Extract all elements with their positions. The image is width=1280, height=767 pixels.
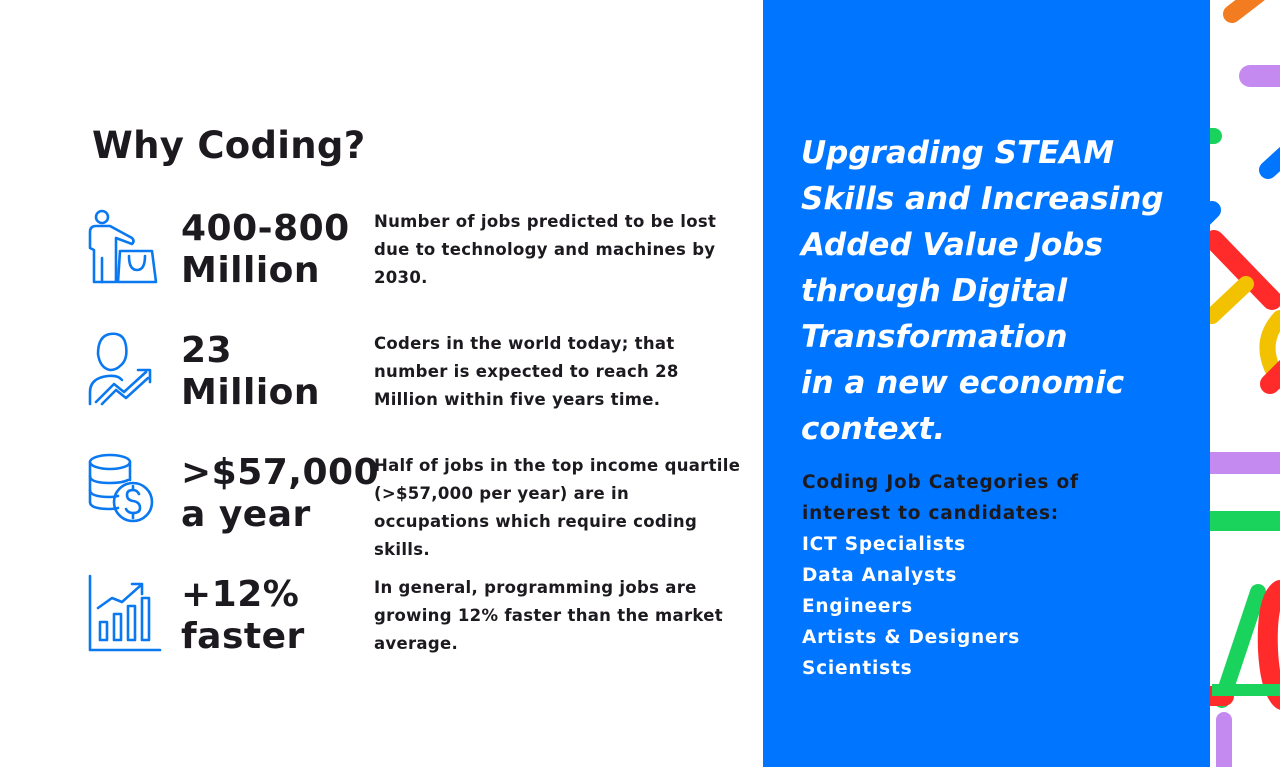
list-item: Engineers [802,596,913,617]
categories-list [802,529,1020,684]
list-item: Artists & Designers [802,627,1021,648]
stat-value: +12% faster [181,574,305,657]
stat-coders [88,330,748,430]
stat-description: Half of jobs in the top income quartile (>$57,000 per year) are in occupations which require coding skills. [374,456,741,559]
categories-heading: Coding Job Categories of interest to candidates: [802,472,1079,524]
person-growth-arrow-icon [88,330,162,410]
coins-dollar-icon [88,452,162,532]
stat-value: >$57,000 a year [181,452,380,535]
stat-description: Coders in the world today; that number is expected to reach 28 Million within five years time. [374,334,679,409]
bar-chart-growth-icon [88,574,162,654]
stat-jobs-lost [88,208,748,308]
list-item: Data Analysts [802,565,958,586]
panel-headline: Upgrading STEAM Skills and Increasing Added Value Jobs through Digital Transformation in a new economic context. [801,135,1164,447]
stat-income [88,452,748,559]
list-item: Scientists [802,658,913,679]
person-shopping-bag-icon [88,208,162,288]
list-item: ICT Specialists [802,534,966,555]
blue-panel [763,0,1210,767]
stat-description: In general, programming jobs are growing 12% faster than the market average. [374,578,723,653]
page-title: Why Coding? [92,124,366,167]
stat-growth [88,574,748,674]
stat-value: 400-800 Million [181,208,350,291]
decorative-stripes-graphic [1210,0,1280,767]
stat-value: 23 Million [181,330,321,413]
stat-description: Number of jobs predicted to be lost due to technology and machines by 2030. [374,212,717,287]
